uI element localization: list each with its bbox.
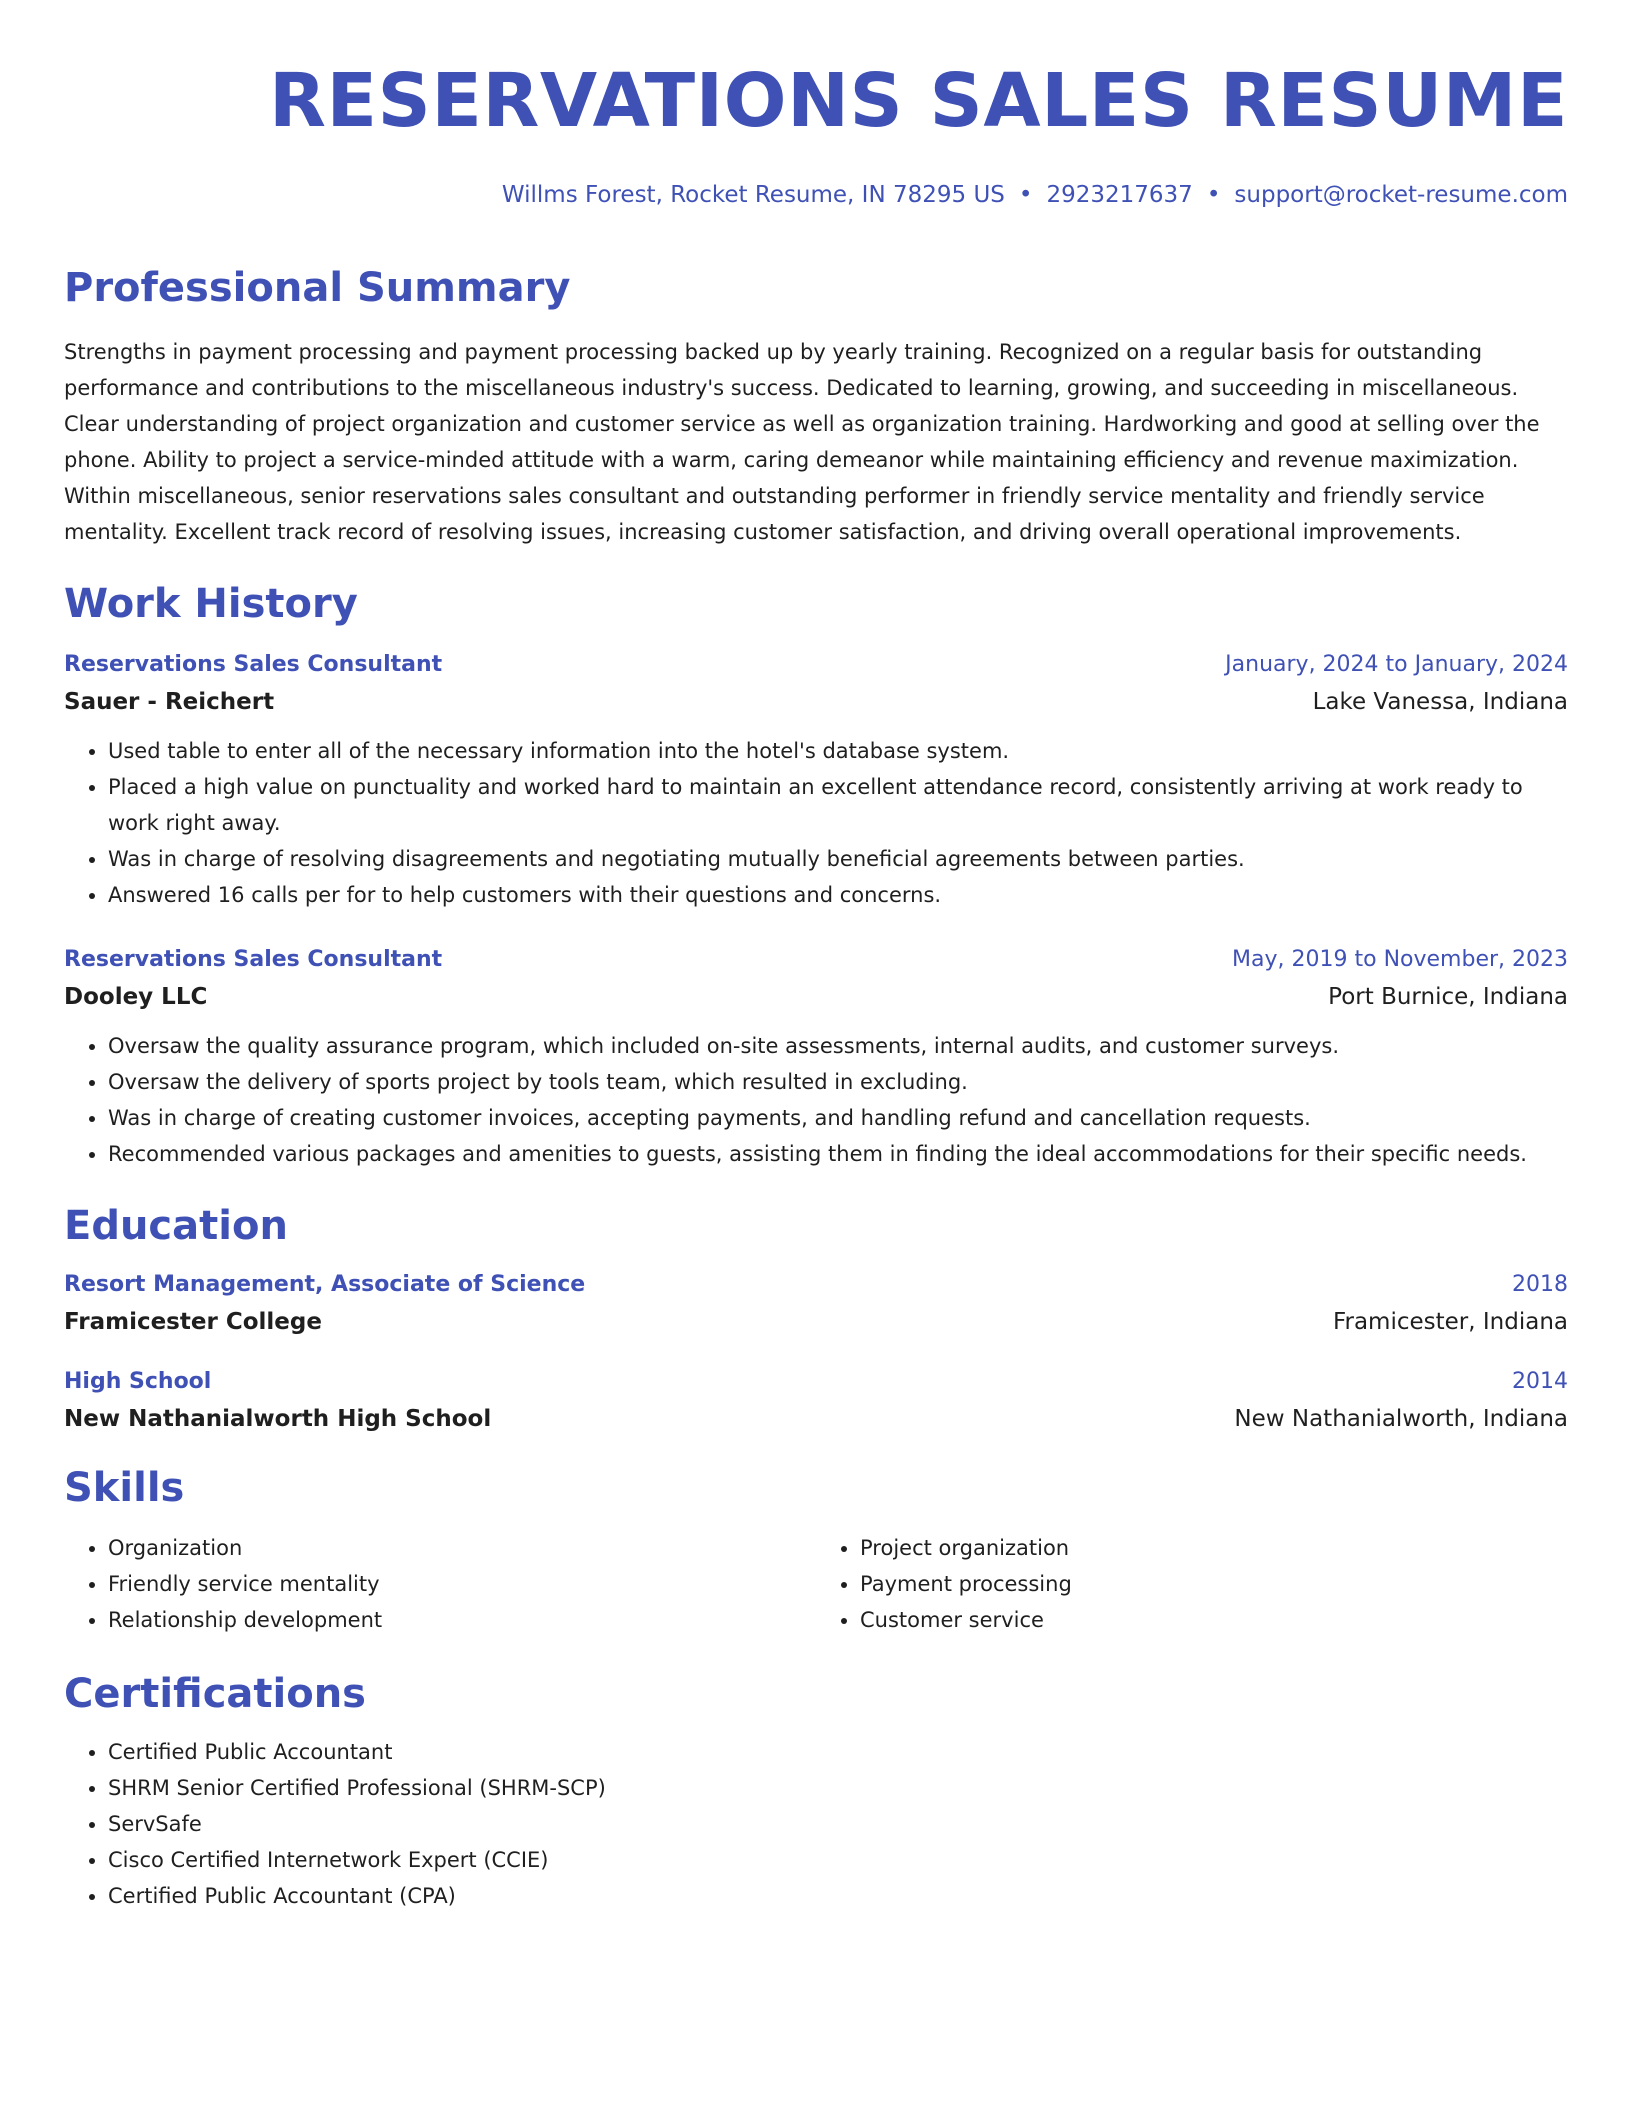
education-location: Framicester, Indiana — [1332, 1309, 1568, 1335]
contact-address: Willms Forest, Rocket Resume, IN 78295 US — [501, 182, 1005, 208]
job-header-row — [64, 652, 1568, 677]
skill-item: • Payment processing — [860, 1566, 1568, 1602]
section-title-summary: Professional Summary — [64, 265, 571, 311]
job-bullet-list — [64, 1028, 1568, 1172]
certification-item: • Certified Public Accountant (CPA) — [108, 1878, 1568, 1914]
section-title-education: Education — [64, 1203, 288, 1249]
job-entry — [64, 652, 1568, 913]
skills-grid — [64, 1530, 1568, 1638]
education-header-row — [64, 1272, 1568, 1297]
job-role: Reservations Sales Consultant — [64, 947, 443, 972]
contact-separator: • — [1206, 182, 1221, 208]
job-company: Sauer - Reichert — [64, 689, 275, 715]
job-header-row — [64, 947, 1568, 972]
job-entry — [64, 947, 1568, 1172]
skill-item: • Relationship development — [108, 1602, 816, 1638]
education-header-row — [64, 1369, 1568, 1394]
job-bullet: • Oversaw the delivery of sports project by tools team, which resulted in excluding. — [108, 1064, 1568, 1100]
contact-line — [64, 182, 1568, 208]
contact-email[interactable]: support@rocket-resume.com — [1234, 182, 1568, 208]
section-title-certifications: Certifications — [64, 1671, 366, 1717]
education-year: 2018 — [1512, 1272, 1568, 1297]
contact-phone: 2923217637 — [1046, 182, 1193, 208]
certification-item: • SHRM Senior Certified Professional (SHRM-SCP) — [108, 1770, 1568, 1806]
skill-item: • Organization — [108, 1530, 816, 1566]
resume-title: RESERVATIONS SALES RESUME — [269, 58, 1568, 144]
job-dates: January, 2024 to January, 2024 — [1225, 652, 1568, 677]
contact-separator: • — [1018, 182, 1033, 208]
job-bullet: • Answered 16 calls per for to help customers with their questions and concerns. — [108, 877, 1568, 913]
skill-item: • Friendly service mentality — [108, 1566, 816, 1602]
section-title-work-history: Work History — [64, 581, 358, 627]
education-school-row — [64, 1406, 1568, 1432]
job-bullet: • Placed a high value on punctuality and worked hard to maintain an excellent attendance record, consistently arriving at work ready to work right away. — [108, 769, 1568, 841]
job-bullet: • Oversaw the quality assurance program, which included on-site assessments, internal audits, and customer surveys. — [108, 1028, 1568, 1064]
job-role: Reservations Sales Consultant — [64, 652, 443, 677]
education-location: New Nathanialworth, Indiana — [1234, 1406, 1568, 1432]
job-bullet: • Was in charge of creating customer invoices, accepting payments, and handling refund and cancellation requests. — [108, 1100, 1568, 1136]
job-bullet: • Was in charge of resolving disagreements and negotiating mutually beneficial agreements between parties. — [108, 841, 1568, 877]
job-location: Lake Vanessa, Indiana — [1312, 689, 1568, 715]
education-degree: Resort Management, Associate of Science — [64, 1272, 586, 1297]
skills-list-left — [64, 1530, 816, 1638]
skill-item: • Project organization — [860, 1530, 1568, 1566]
certifications-list — [64, 1734, 1568, 1914]
skills-list-right — [816, 1530, 1568, 1638]
summary-text: Strengths in payment processing and payment processing backed up by yearly training. Recognized on a regular basis for outstanding performance and contributions to the miscellaneous industry's success. Dedicated to learning, growing, and succeeding in miscellaneous. Clear understanding of project organization and customer service as well as organization training. Hardworking and good at selling over the phone. Ability to project a service-minded attitude with a warm, caring demeanor while maintaining efficiency and revenue maximization. Within miscellaneous, senior reservations sales consultant and outstanding performer in friendly service mentality and friendly service mentality. Excellent track record of resolving issues, increasing customer satisfaction, and driving overall operational improvements. — [64, 340, 1540, 544]
education-school: Framicester College — [64, 1309, 322, 1335]
certification-item: • Certified Public Accountant — [108, 1734, 1568, 1770]
skill-item: • Customer service — [860, 1602, 1568, 1638]
job-bullet-list — [64, 733, 1568, 913]
job-bullet: • Used table to enter all of the necessary information into the hotel's database system. — [108, 733, 1568, 769]
job-dates: May, 2019 to November, 2023 — [1232, 947, 1568, 972]
education-year: 2014 — [1512, 1369, 1568, 1394]
education-entry — [64, 1369, 1568, 1432]
education-degree: High School — [64, 1369, 212, 1394]
education-school: New Nathanialworth High School — [64, 1406, 492, 1432]
education-entry — [64, 1272, 1568, 1335]
certification-item: • Cisco Certified Internetwork Expert (CCIE) — [108, 1842, 1568, 1878]
job-company-row — [64, 689, 1568, 715]
job-company-row — [64, 984, 1568, 1010]
certification-item: • ServSafe — [108, 1806, 1568, 1842]
job-bullet: • Recommended various packages and amenities to guests, assisting them in finding the ideal accommodations for their specific needs. — [108, 1136, 1568, 1172]
job-company: Dooley LLC — [64, 984, 208, 1010]
job-location: Port Burnice, Indiana — [1328, 984, 1568, 1010]
education-school-row — [64, 1309, 1568, 1335]
section-title-skills: Skills — [64, 1465, 185, 1511]
